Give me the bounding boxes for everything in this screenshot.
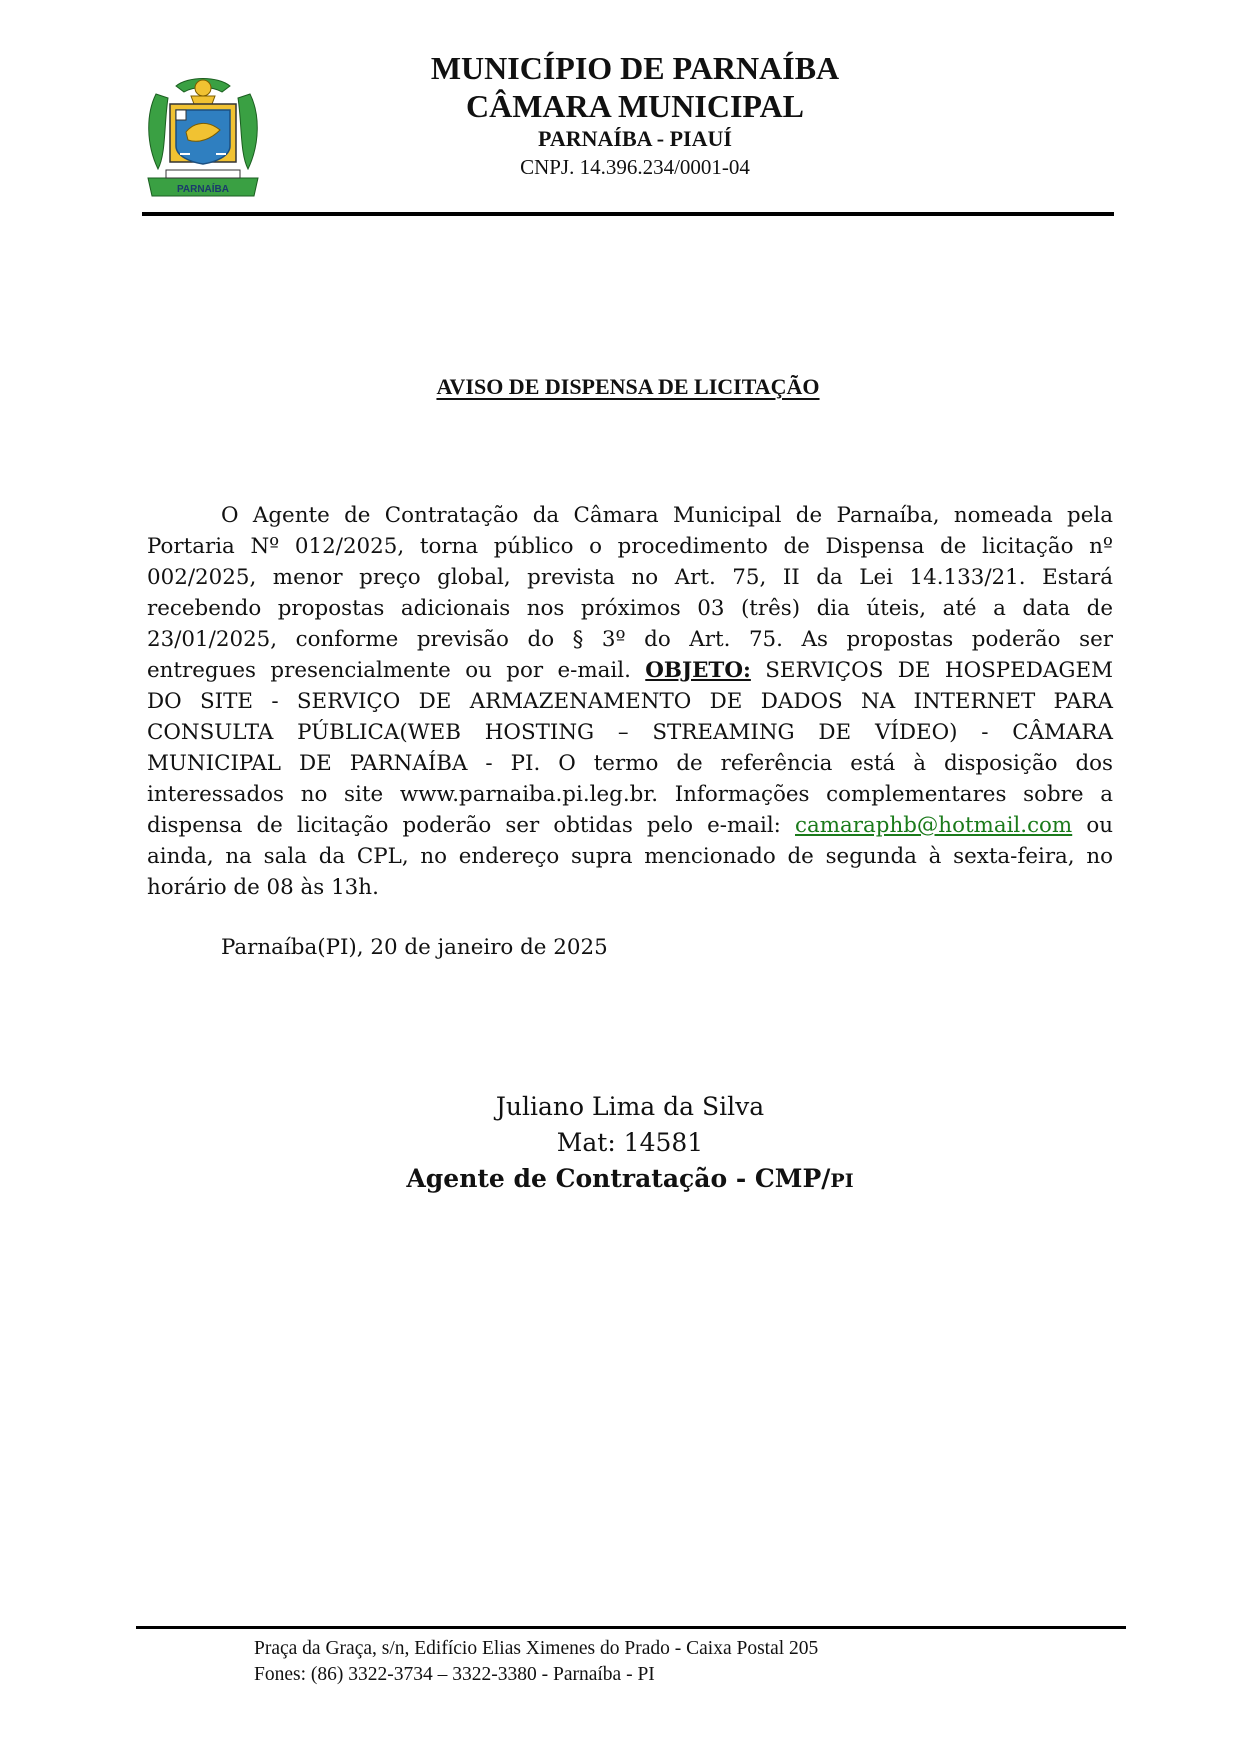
body-text: entregues presencialmente ou por e-mail. <box>147 658 646 683</box>
body-text: SERVIÇOS DE HOSPEDAGEM <box>750 658 1113 683</box>
body-line: horário de 08 às 13h. <box>147 875 379 900</box>
body-line: O Agente de Contratação da Câmara Municipal de Parnaíba, nomeada pela <box>221 503 1113 528</box>
document-title-text: AVISO DE DISPENSA DE LICITAÇÃO <box>436 374 820 399</box>
signatory-name: Juliano Lima da Silva <box>495 1092 765 1121</box>
signatory-role-suffix: PI <box>830 1170 854 1192</box>
header-cnpj: CNPJ. 14.396.234/0001-04 <box>520 155 750 179</box>
signatory-role <box>330 1164 930 1193</box>
body-line: recebendo propostas adicionais nos próximos 03 (três) dia úteis, até a data de <box>147 596 1113 621</box>
header-city-state: PARNAÍBA - PIAUÍ <box>538 126 732 151</box>
header-divider <box>142 212 1114 216</box>
body-line: 23/01/2025, conforme previsão do § 3º do Art. 75. As propostas poderão ser <box>147 627 1113 652</box>
objeto-label: OBJETO: <box>645 658 751 683</box>
body-line: 002/2025, menor preço global, prevista no Art. 75, II da Lei 14.133/21. Estará <box>147 565 1113 590</box>
document-date: Parnaíba(PI), 20 de janeiro de 2025 <box>221 935 608 960</box>
signatory-registration: Mat: 14581 <box>556 1128 704 1157</box>
body-line: MUNICIPAL DE PARNAÍBA - PI. O termo de referência está à disposição dos <box>147 751 1113 776</box>
parnaiba-coat-of-arms-icon <box>146 74 260 214</box>
body-line: DO SITE - SERVIÇO DE ARMAZENAMENTO DE DADOS NA INTERNET PARA <box>147 689 1113 714</box>
body-text: ou <box>1072 813 1113 838</box>
svg-text:PARNAÍBA: PARNAÍBA <box>176 184 230 195</box>
body-line: ainda, na sala da CPL, no endereço supra mencionado de segunda à sexta-feira, no <box>147 844 1113 869</box>
document-title <box>142 374 1114 400</box>
body-line: Portaria Nº 012/2025, torna público o procedimento de Dispensa de licitação nº <box>147 534 1113 559</box>
body-text: dispensa de licitação poderão ser obtidas pelo e-mail: <box>147 813 795 838</box>
header-municipality: MUNICÍPIO DE PARNAÍBA <box>430 50 840 86</box>
footer-divider <box>136 1626 1126 1629</box>
notice-body <box>147 500 1113 903</box>
body-line-email <box>147 810 1113 841</box>
signatory-role-text: Agente de Contratação - CMP/ <box>406 1164 831 1193</box>
footer-phones: Fones: (86) 3322-3734 – 3322-3380 - Parnaíba - PI <box>254 1664 655 1685</box>
email-link[interactable]: camaraphb@hotmail.com <box>795 813 1073 838</box>
footer-address: Praça da Graça, s/n, Edifício Elias Ximenes do Prado - Caixa Postal 205 <box>254 1638 819 1659</box>
body-line: CONSULTA PÚBLICA(WEB HOSTING – STREAMING DE VÍDEO) - CÂMARA <box>147 720 1113 745</box>
body-line-objeto <box>147 655 1113 686</box>
body-line: interessados no site www.parnaiba.pi.leg.br. Informações complementares sobre a <box>147 782 1113 807</box>
header-chamber: CÂMARA MUNICIPAL <box>465 88 805 124</box>
